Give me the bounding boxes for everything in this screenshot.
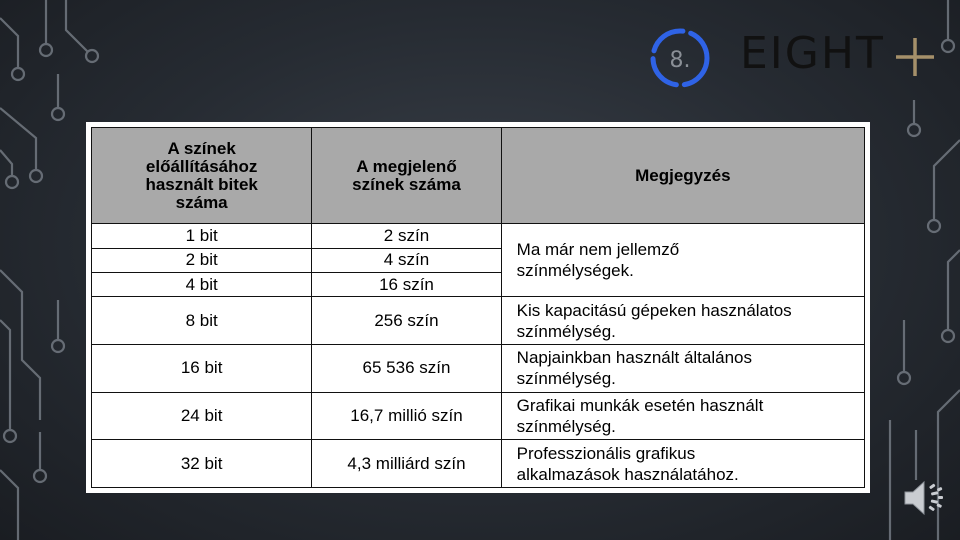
note-line: színmélység. [516, 369, 616, 389]
note-line: színmélység. [516, 321, 616, 341]
colors-cell: 4 szín [312, 248, 501, 272]
bits-cell: 4 bit [92, 272, 312, 296]
note-cell [501, 344, 864, 392]
bits-cell: 24 bit [92, 392, 312, 440]
table-row [92, 297, 865, 345]
bits-cell: 2 bit [92, 248, 312, 272]
header-bits: A színek előállításához használt bitek száma [92, 128, 312, 224]
note-line: Grafikai munkák esetén használt [516, 395, 764, 415]
speaker-icon[interactable] [902, 476, 944, 520]
logo-wordmark: EIGHT [740, 28, 885, 79]
eight-logo [648, 22, 938, 92]
colors-cell: 16,7 millió szín [312, 392, 501, 440]
note-line: színmélység. [516, 416, 616, 436]
logo-badge-text: 8. [669, 48, 691, 73]
note-line: Kis kapacitású gépeken használatos [516, 300, 792, 320]
colors-cell: 4,3 milliárd szín [312, 440, 501, 488]
bits-cell: 32 bit [92, 440, 312, 488]
note-line: alkalmazások használatához. [516, 464, 739, 484]
colors-cell: 65 536 szín [312, 344, 501, 392]
table-row [92, 440, 865, 488]
colors-cell: 16 szín [312, 272, 501, 296]
note-cell [501, 440, 864, 488]
header-note: Megjegyzés [501, 128, 864, 224]
table-header-row [92, 128, 865, 224]
color-depth-table-card [86, 122, 870, 493]
color-depth-table [91, 127, 865, 488]
colors-cell: 2 szín [312, 224, 501, 248]
plus-icon [894, 36, 936, 78]
note-cell [501, 224, 864, 297]
table-row [92, 392, 865, 440]
table-row [92, 344, 865, 392]
table-row [92, 224, 865, 248]
bits-cell: 16 bit [92, 344, 312, 392]
note-cell [501, 392, 864, 440]
note-cell [501, 297, 864, 345]
note-line: Napjainkban használt általános [516, 348, 752, 368]
bits-cell: 8 bit [92, 297, 312, 345]
note-line: színmélységek. [516, 261, 634, 281]
bits-cell: 1 bit [92, 224, 312, 248]
logo-ring-icon [648, 26, 712, 90]
note-line: Ma már nem jellemző [516, 240, 680, 260]
header-colors: A megjelenő színek száma [312, 128, 501, 224]
colors-cell: 256 szín [312, 297, 501, 345]
note-line: Professzionális grafikus [516, 443, 696, 463]
